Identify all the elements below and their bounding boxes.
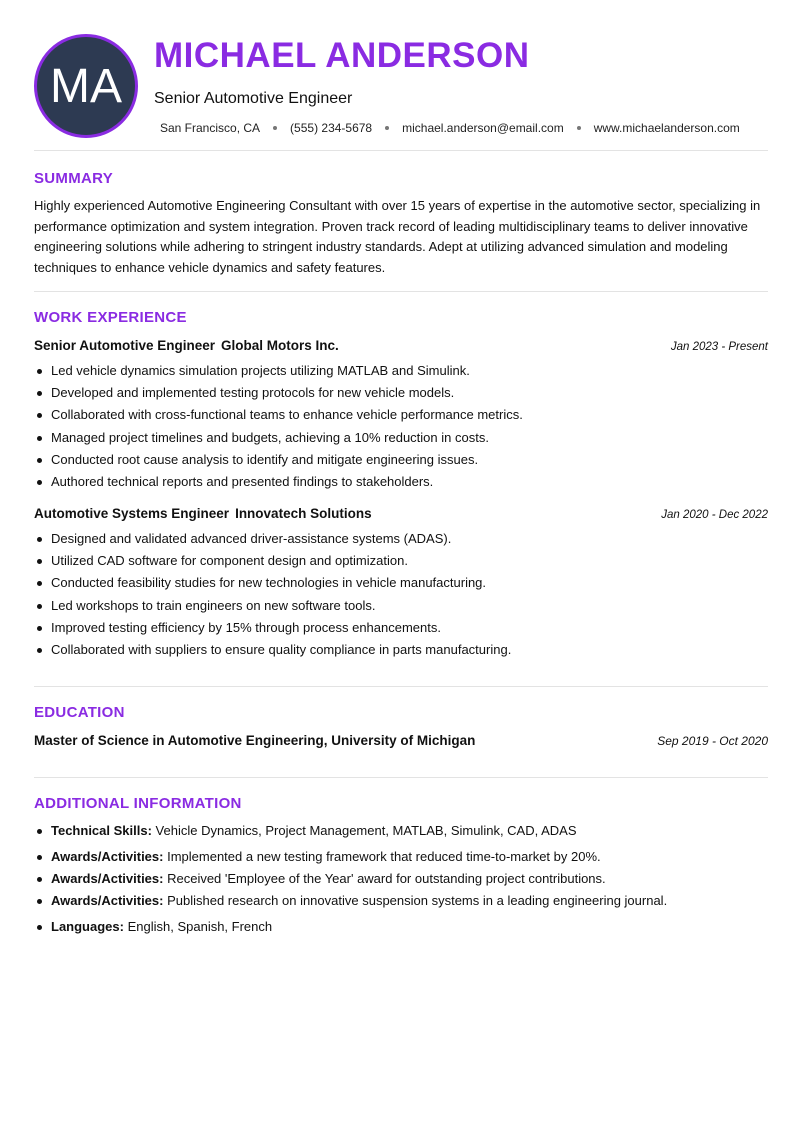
job-role: Automotive Systems Engineer [34, 506, 230, 521]
additional-heading: ADDITIONAL INFORMATION [34, 795, 242, 812]
separator-dot-icon [385, 126, 389, 130]
job-company: Global Motors Inc. [221, 338, 339, 353]
separator-dot-icon [577, 126, 581, 130]
list-item: Conducted feasibility studies for new technologies in vehicle manufacturing. [34, 572, 768, 594]
info-text: Implemented a new testing framework that reduced time-to-market by 20%. [167, 849, 601, 864]
list-item: Managed project timelines and budgets, achieving a 10% reduction in costs. [34, 427, 768, 449]
list-item: Designed and validated advanced driver-assistance systems (ADAS). [34, 528, 768, 550]
info-text: Received 'Employee of the Year' award for outstanding project contributions. [167, 871, 606, 886]
education-degree: Master of Science in Automotive Engineering, University of Michigan [34, 733, 476, 748]
job-title-company [34, 338, 339, 353]
contact-location: San Francisco, CA [160, 121, 261, 135]
list-item: Conducted root cause analysis to identify and mitigate engineering issues. [34, 449, 768, 471]
candidate-name: MICHAEL ANDERSON [154, 36, 530, 75]
job-header [34, 338, 768, 356]
candidate-title: Senior Automotive Engineer [154, 90, 353, 107]
list-item: Authored technical reports and presented findings to stakeholders. [34, 471, 768, 493]
job-dates: Jan 2023 - Present [670, 341, 768, 353]
list-item: Improved testing efficiency by 15% through process enhancements. [34, 617, 768, 639]
info-label: Awards/Activities: [51, 849, 164, 864]
info-label: Technical Skills: [51, 823, 152, 838]
info-label: Awards/Activities: [51, 871, 164, 886]
list-item: Collaborated with cross-functional teams to enhance vehicle performance metrics. [34, 404, 768, 426]
list-item: Collaborated with suppliers to ensure quality compliance in parts manufacturing. [34, 639, 768, 661]
education-dates: Sep 2019 - Oct 2020 [657, 734, 768, 748]
section-divider [34, 686, 768, 687]
education-entry [34, 733, 768, 748]
list-item [34, 846, 768, 868]
info-text: Vehicle Dynamics, Project Management, MATLAB, Simulink, CAD, ADAS [155, 823, 577, 838]
section-divider [34, 150, 768, 151]
job-company: Innovatech Solutions [235, 506, 372, 521]
additional-list [34, 820, 768, 938]
separator-dot-icon [273, 126, 277, 130]
list-item [34, 890, 768, 912]
job-title-company [34, 506, 372, 521]
section-divider [34, 291, 768, 292]
list-item: Developed and implemented testing protocols for new vehicle models. [34, 382, 768, 404]
resume-header [34, 34, 768, 138]
info-label: Awards/Activities: [51, 893, 164, 908]
list-item [34, 868, 768, 890]
experience-heading: WORK EXPERIENCE [34, 309, 187, 326]
list-item: Led workshops to train engineers on new software tools. [34, 595, 768, 617]
contact-website[interactable]: www.michaelanderson.com [593, 121, 740, 135]
job-dates: Jan 2020 - Dec 2022 [661, 509, 768, 521]
education-heading: EDUCATION [34, 704, 125, 721]
list-item [34, 916, 768, 938]
job-role: Senior Automotive Engineer [34, 338, 216, 353]
avatar-initials: MA [50, 59, 122, 113]
info-text: Published research on innovative suspension systems in a leading engineering journal. [167, 893, 668, 908]
job-bullets [34, 528, 768, 661]
summary-heading: SUMMARY [34, 170, 114, 187]
avatar [34, 34, 138, 138]
section-divider [34, 777, 768, 778]
info-text: English, Spanish, French [127, 919, 273, 934]
list-item [34, 820, 768, 842]
contact-line [160, 121, 740, 135]
list-item: Led vehicle dynamics simulation projects utilizing MATLAB and Simulink. [34, 360, 768, 382]
job-bullets [34, 360, 768, 493]
info-label: Languages: [51, 919, 124, 934]
list-item: Utilized CAD software for component design and optimization. [34, 550, 768, 572]
contact-email[interactable]: michael.anderson@email.com [402, 121, 564, 135]
contact-phone: (555) 234-5678 [290, 121, 373, 135]
summary-text: Highly experienced Automotive Engineering Consultant with over 15 years of expertise in the automotive sector, specializing in performance optimization and system integration. Proven track record of leading multidisciplinary teams to deliver innovative engineering solutions while adhering to stringent industry standards. Adept at utilizing advanced simulation and modeling techniques to enhance vehicle dynamics and safety features. [34, 198, 761, 275]
job-header [34, 506, 768, 524]
